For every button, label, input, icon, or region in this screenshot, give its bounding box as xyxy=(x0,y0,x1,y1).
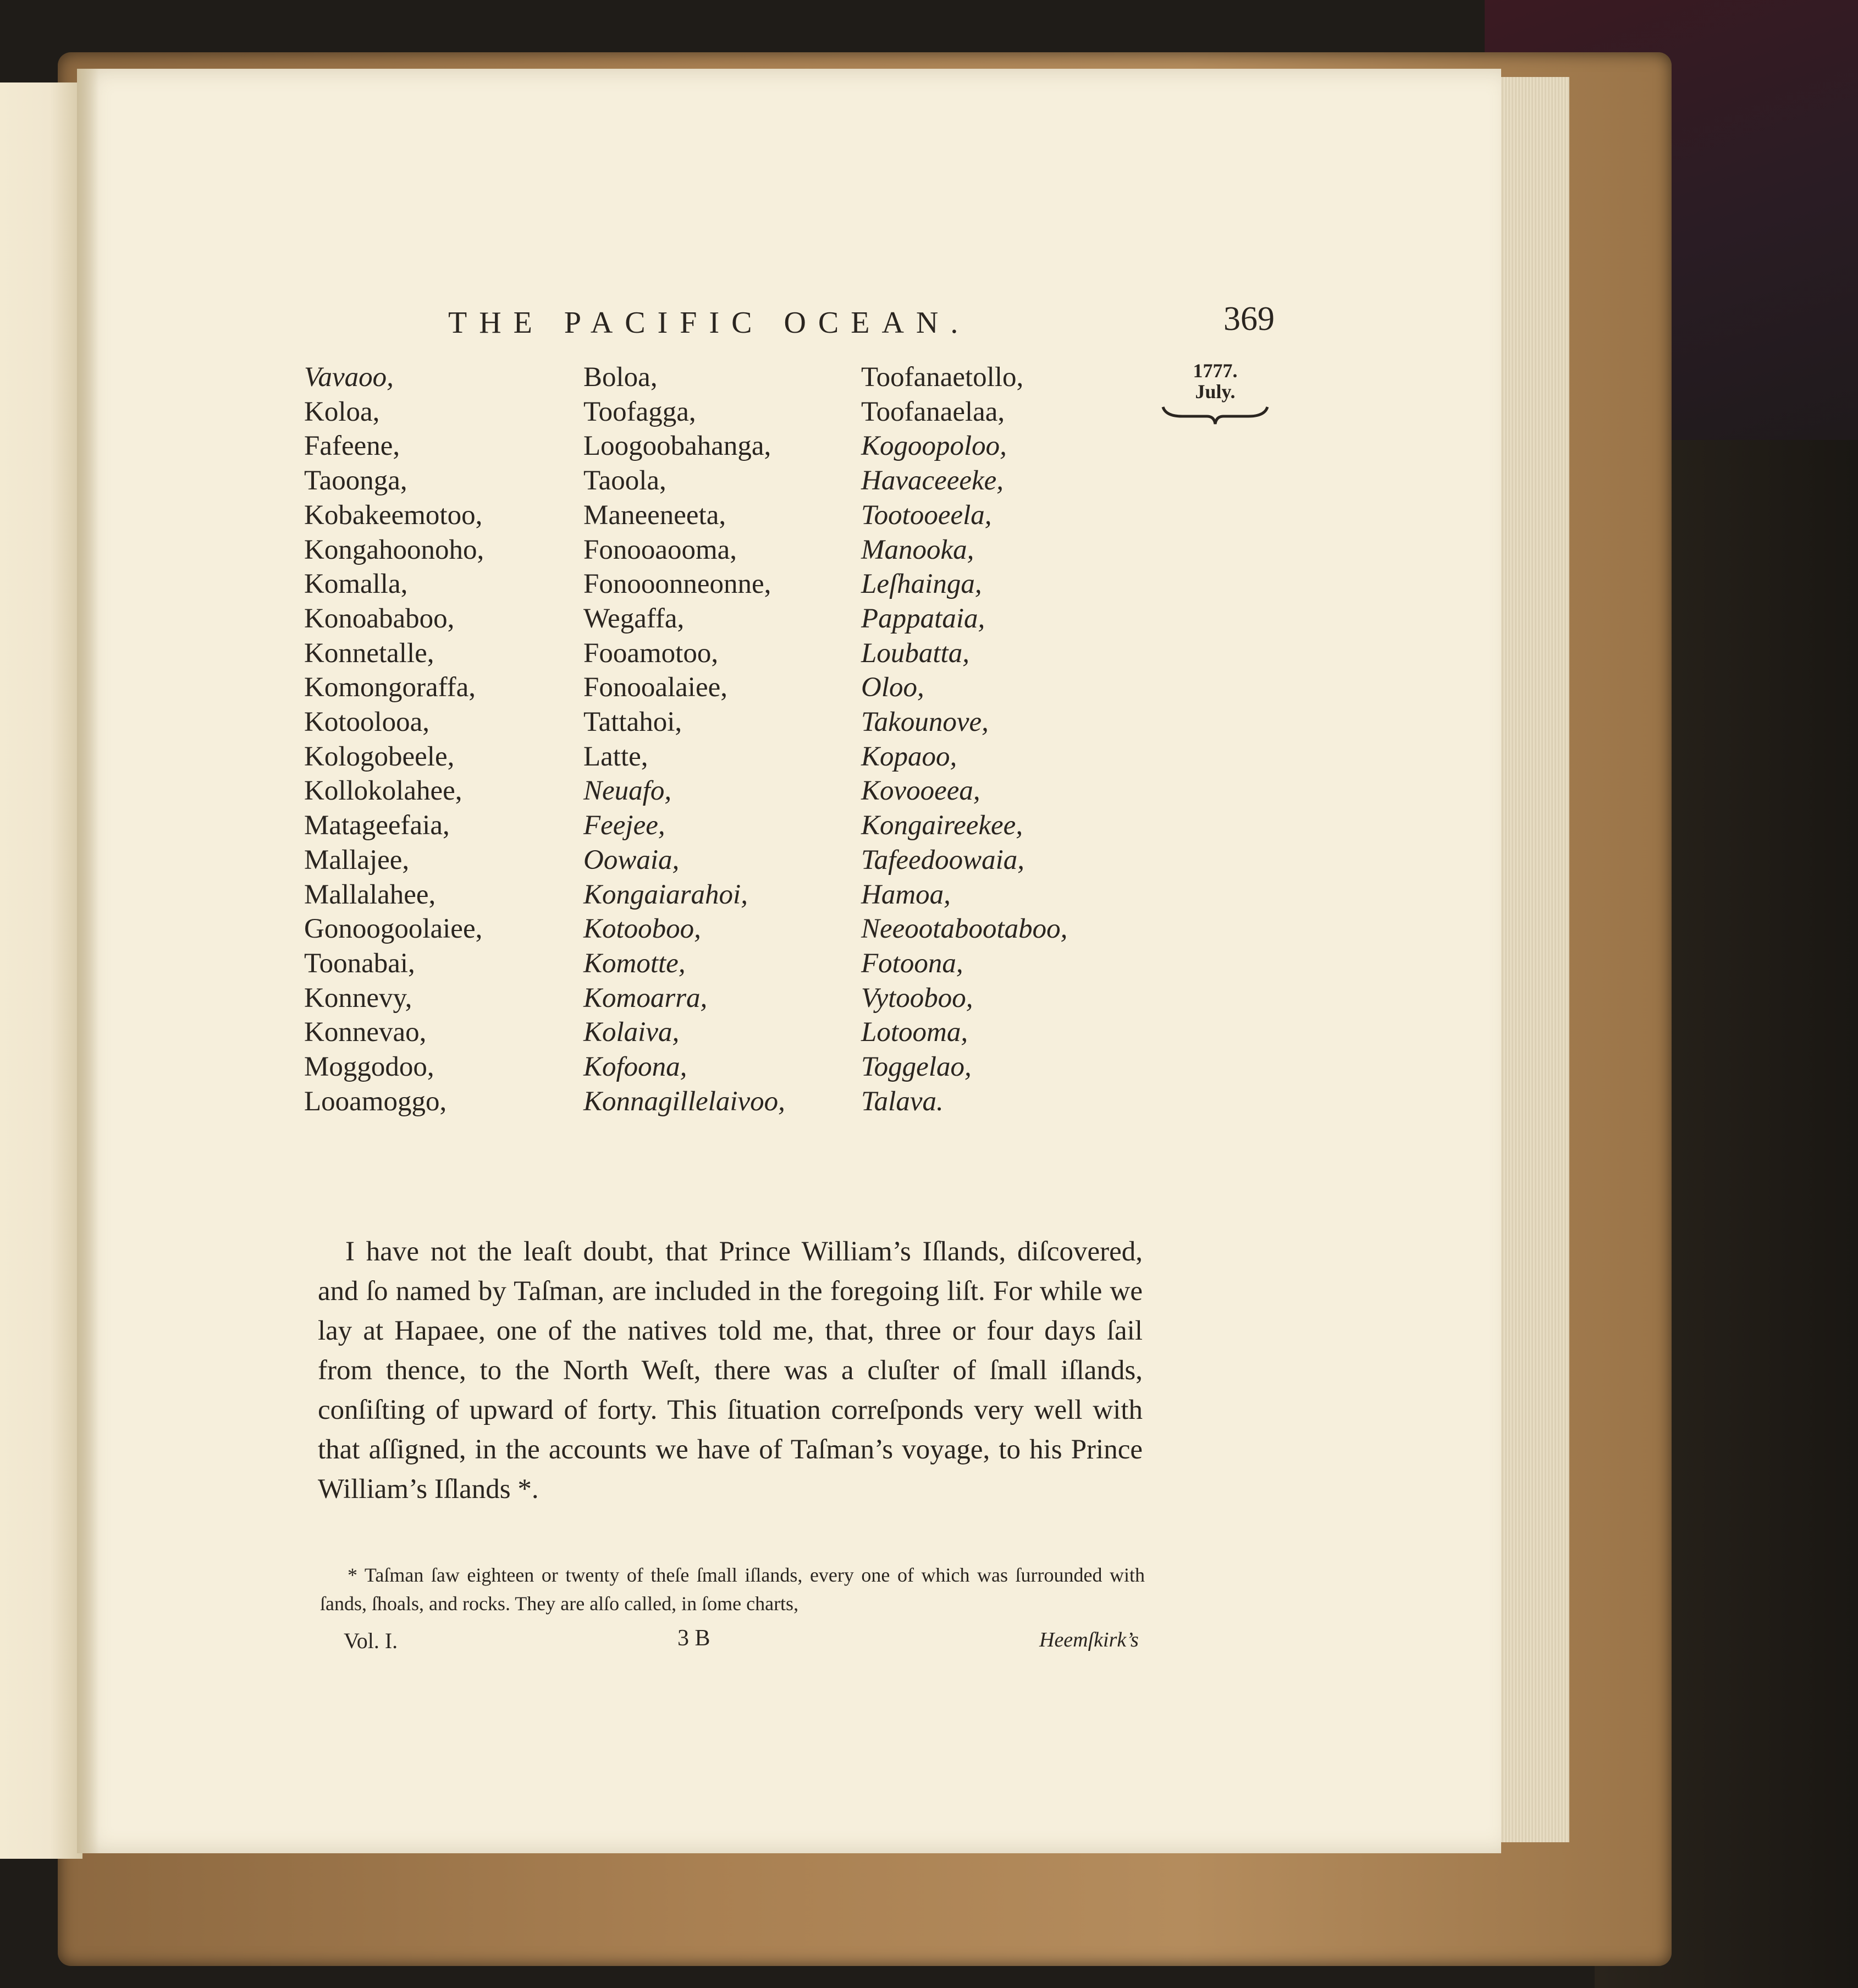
margin-year: 1777. xyxy=(1193,360,1238,382)
list-item: Kongahoonoho, xyxy=(304,534,484,565)
list-item: Komongoraffa, xyxy=(304,672,476,703)
list-item: Takounove, xyxy=(861,707,989,738)
list-item: Taoola, xyxy=(583,465,666,497)
list-item: Toofanaelaa, xyxy=(861,396,1005,427)
list-item: Kovooeea, xyxy=(861,775,980,807)
list-item: Taoonga, xyxy=(304,465,407,497)
list-item: Komotte, xyxy=(583,948,686,979)
list-item: Toofanaetollo, xyxy=(861,362,1024,393)
list-item: Konnetalle, xyxy=(304,637,434,669)
list-item: Havaceeeke, xyxy=(861,465,1004,497)
list-item: Fonooalaiee, xyxy=(583,672,727,703)
list-item: Fotoona, xyxy=(861,948,963,979)
page-number: 369 xyxy=(1223,300,1275,338)
list-item: Kongaiarahoi, xyxy=(583,879,748,910)
list-item: Toggelao, xyxy=(861,1051,972,1083)
list-item: Kongaireekee, xyxy=(861,810,1023,841)
list-item: Tootooeela, xyxy=(861,499,992,531)
list-item: Latte, xyxy=(583,741,648,772)
list-item: Maneeneeta, xyxy=(583,499,726,531)
list-item: Fonooonneonne, xyxy=(583,569,771,600)
page-gutter-shadow xyxy=(77,69,99,1853)
list-item: Kotooboo, xyxy=(583,913,701,945)
list-item: Vytooboo, xyxy=(861,982,973,1014)
list-item: Gonoogoolaiee, xyxy=(304,913,483,945)
list-item: Loogoobahanga, xyxy=(583,431,771,462)
list-item: Moggodoo, xyxy=(304,1051,434,1083)
margin-brace-icon xyxy=(1160,404,1270,426)
facing-page-edge xyxy=(0,82,82,1859)
list-item: Oloo, xyxy=(861,672,924,703)
list-item: Lotooma, xyxy=(861,1017,968,1048)
running-head: THE PACIFIC OCEAN. xyxy=(448,306,971,340)
list-item: Talava. xyxy=(861,1086,944,1117)
list-item: Konnevy, xyxy=(304,982,412,1014)
list-item: Kobakeemotoo, xyxy=(304,499,483,531)
list-item: Koloa, xyxy=(304,396,380,427)
list-column-1 xyxy=(304,360,484,1119)
list-item: Manooka, xyxy=(861,534,974,565)
list-item: Kollokolahee, xyxy=(304,775,462,807)
list-item: Kofoona, xyxy=(583,1051,687,1083)
list-item: Tattahoi, xyxy=(583,707,682,738)
list-item: Feejee, xyxy=(583,810,665,841)
list-item: Loubatta, xyxy=(861,637,969,669)
list-item: Kopaoo, xyxy=(861,741,957,772)
page-block-edges xyxy=(1496,77,1569,1842)
list-item: Leſhainga, xyxy=(861,569,982,600)
signature-mark: 3 B xyxy=(677,1626,710,1651)
list-column-3 xyxy=(861,360,1067,1119)
catchword: Heemſkirk’s xyxy=(1039,1628,1139,1651)
margin-date-note xyxy=(1166,360,1265,402)
list-item: Konnevao, xyxy=(304,1017,427,1048)
list-item: Konnagillelaivoo, xyxy=(583,1086,785,1117)
list-item: Kolaiva, xyxy=(583,1017,680,1048)
list-item: Pappataia, xyxy=(861,603,985,634)
list-item: Mallalahee, xyxy=(304,879,436,910)
list-item: Kologobeele, xyxy=(304,741,455,772)
list-item: Tafeedoowaia, xyxy=(861,844,1025,875)
volume-label: Vol. I. xyxy=(344,1628,398,1653)
list-column-2 xyxy=(583,360,785,1119)
list-item: Looamoggo, xyxy=(304,1086,447,1117)
list-item: Toonabai, xyxy=(304,948,415,979)
list-item: Komoarra, xyxy=(583,982,708,1014)
list-item: Mallajee, xyxy=(304,844,410,875)
list-item: Neuafo, xyxy=(583,775,672,807)
list-item: Kogoopoloo, xyxy=(861,431,1007,462)
list-item: Neeootabootaboo, xyxy=(861,913,1068,945)
list-item: Fooamotoo, xyxy=(583,637,719,669)
list-item: Boloa, xyxy=(583,362,658,393)
list-item: Oowaia, xyxy=(583,844,680,875)
body-paragraph: I have not the leaſt doubt, that Prince William’s Iſlands, diſcovered, and ſo named by Taſman, are included in the foregoing liſt. For while we lay at Hapaee, one of the natives told me, that, three or four days ſail from thence, to the North Weſt, there was a cluſter of ſmall iſlands, conſiſting of upward of forty. This ſituation correſponds very well with that aſſigned, in the accounts we have of Taſman’s voyage, to his Prince William’s Iſlands *. xyxy=(318,1236,1143,1505)
list-item: Konoababoo, xyxy=(304,603,455,634)
list-item: Komalla, xyxy=(304,569,408,600)
list-item: Hamoa, xyxy=(861,879,951,910)
list-item: Fonooaooma, xyxy=(583,534,737,565)
margin-month: July. xyxy=(1195,381,1236,403)
footnote: * Taſman ſaw eighteen or twenty of theſe ſmall iſlands, every one of which was ſurrounded with ſands, ſhoals, and rocks. They are alſo called, in ſome charts, xyxy=(320,1564,1145,1615)
list-item: Matageefaia, xyxy=(304,810,450,841)
list-item: Fafeene, xyxy=(304,431,400,462)
list-item: Toofagga, xyxy=(583,396,696,427)
list-item: Vavaoo, xyxy=(304,362,394,393)
list-item: Kotoolooa, xyxy=(304,707,430,738)
list-item: Wegaffa, xyxy=(583,603,685,634)
